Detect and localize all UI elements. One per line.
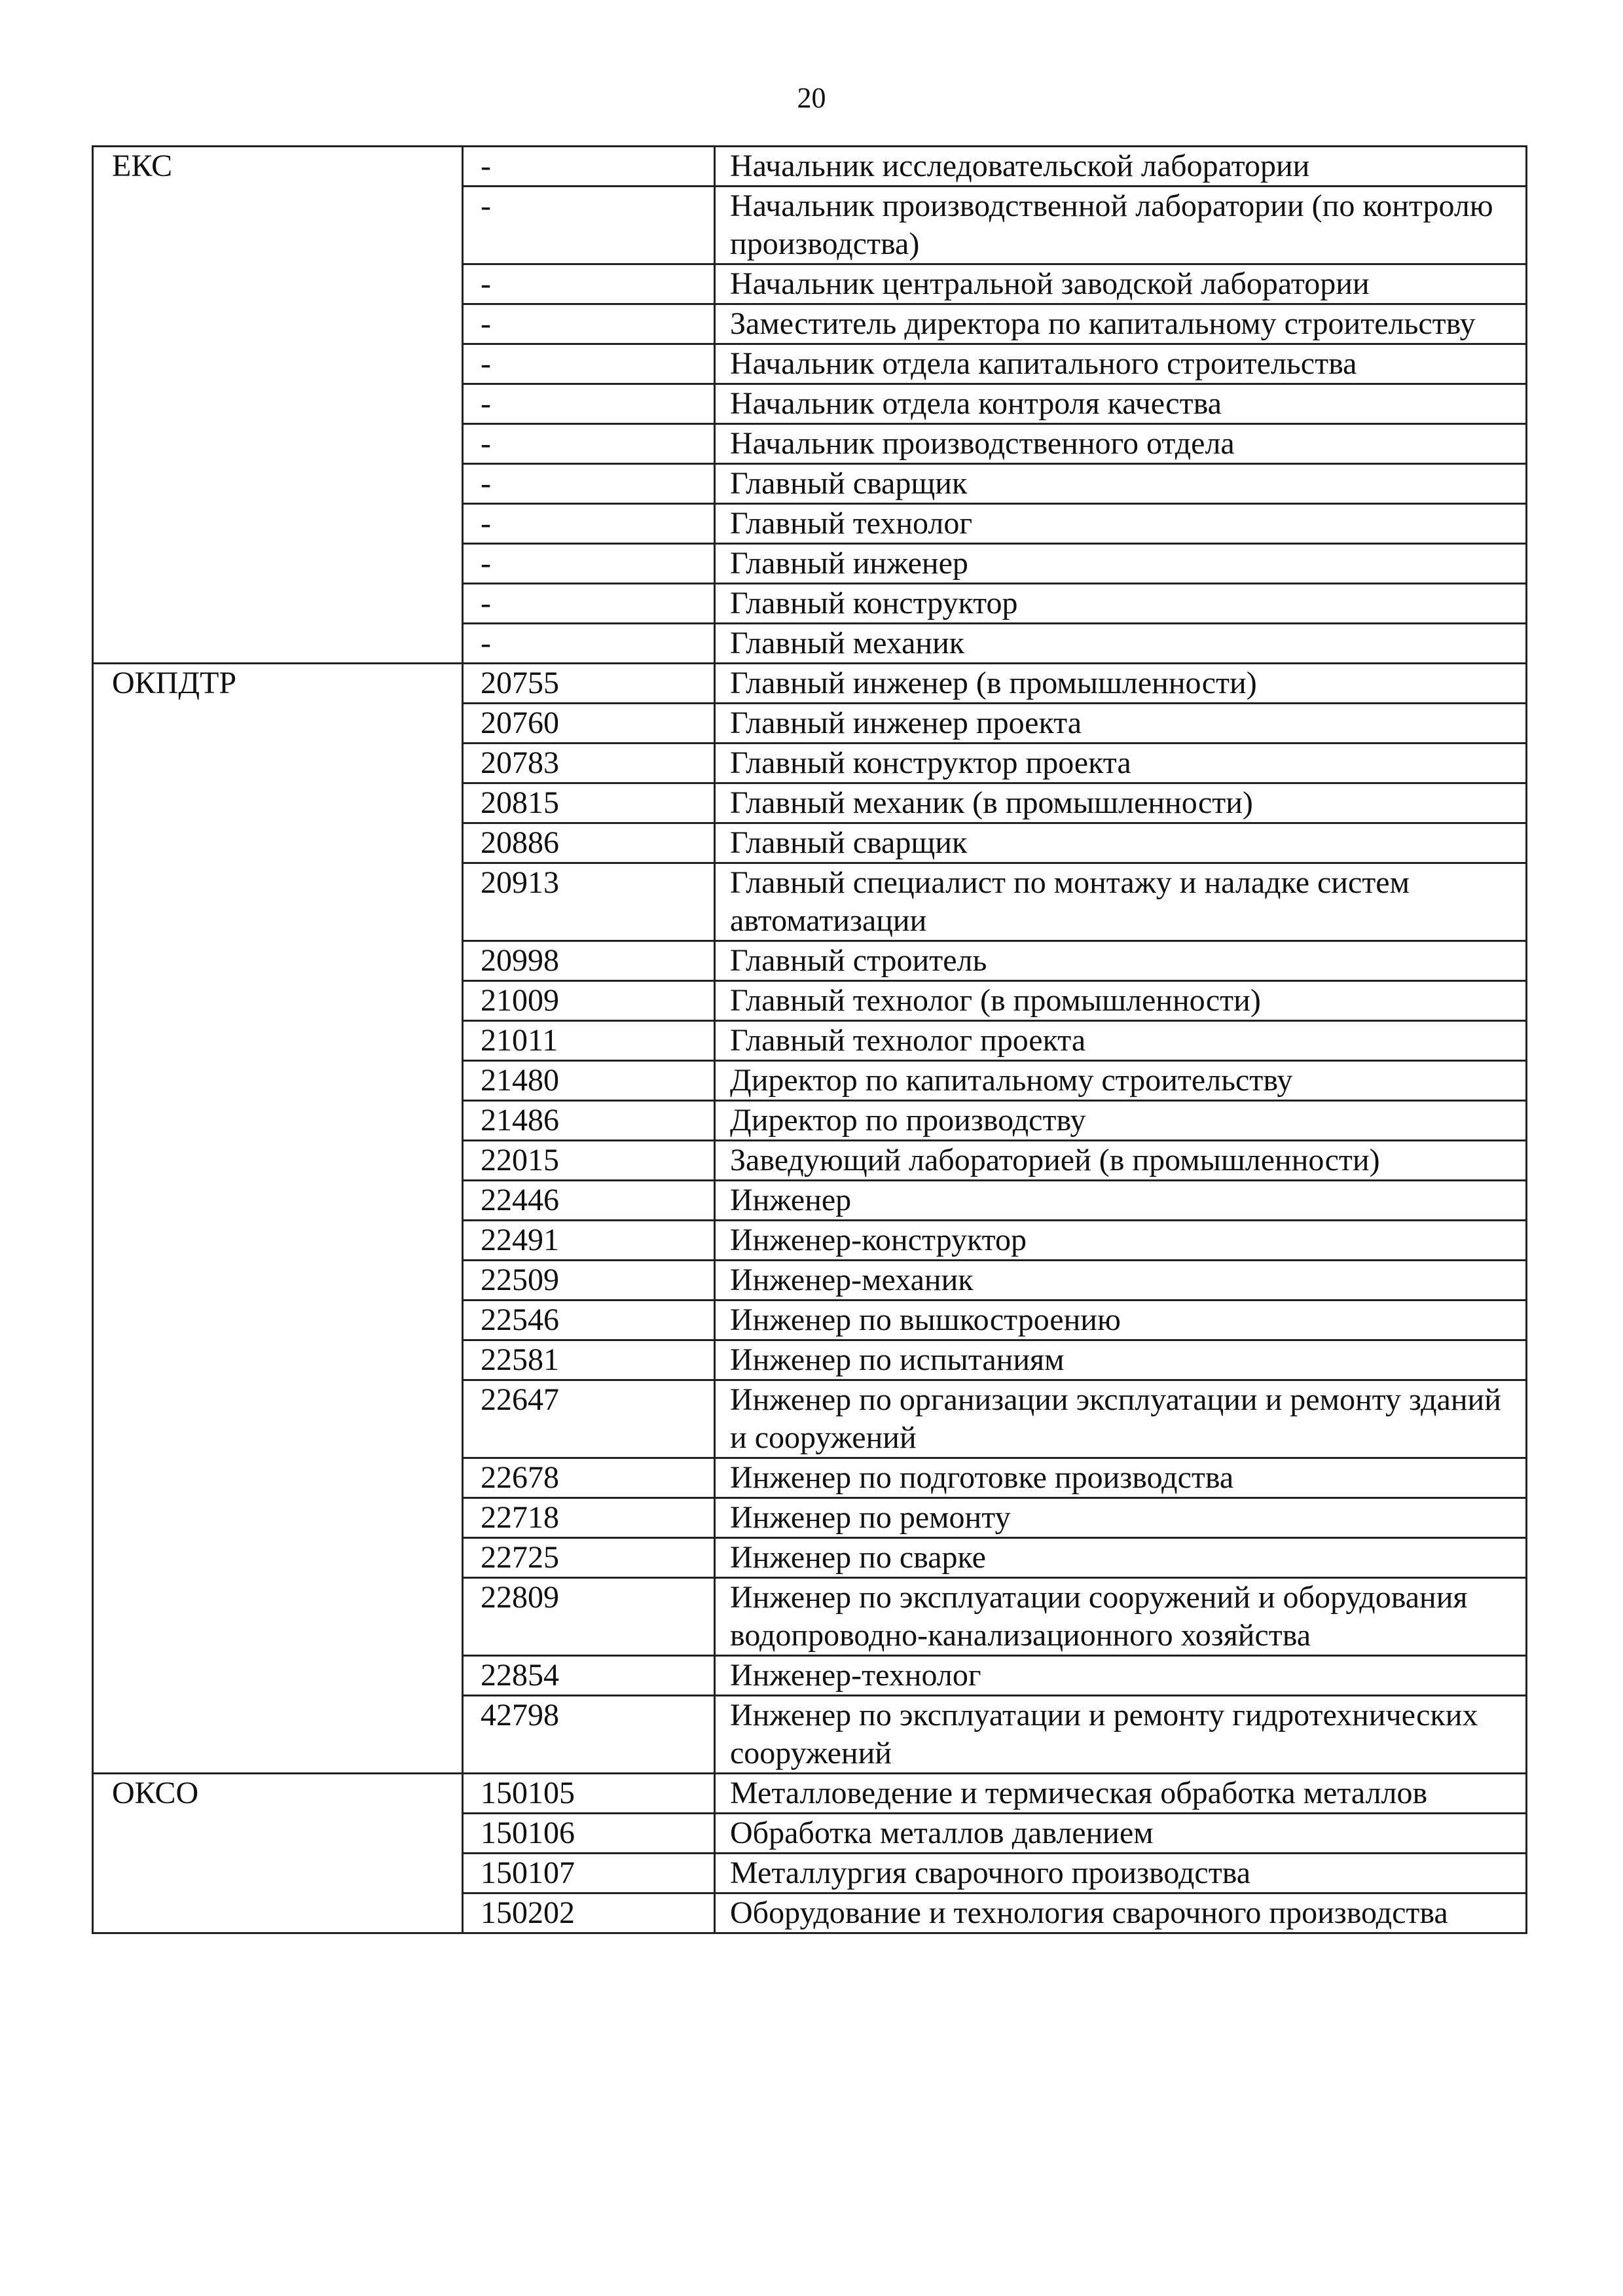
position-name-cell: Металловедение и термическая обработка металлов xyxy=(715,1774,1527,1814)
code-cell: - xyxy=(463,264,715,304)
code-cell: 22647 xyxy=(463,1380,715,1458)
classifier-group-label: ЕКС xyxy=(93,147,463,664)
code-cell: 22015 xyxy=(463,1141,715,1181)
position-name-cell: Главный сварщик xyxy=(715,464,1527,504)
code-cell: - xyxy=(463,544,715,584)
table-row xyxy=(93,1774,1527,1814)
code-cell: 150202 xyxy=(463,1893,715,1933)
code-cell: 22678 xyxy=(463,1458,715,1498)
position-name-cell: Начальник отдела капитального строительства xyxy=(715,344,1527,384)
position-name-cell: Начальник центральной заводской лаборатории xyxy=(715,264,1527,304)
code-cell: 20998 xyxy=(463,941,715,981)
position-name-cell: Начальник исследовательской лаборатории xyxy=(715,147,1527,187)
code-cell: 20886 xyxy=(463,823,715,863)
position-name-cell: Начальник производственной лаборатории (по контролю производства) xyxy=(715,187,1527,264)
position-name-cell: Обработка металлов давлением xyxy=(715,1814,1527,1854)
position-name-cell: Главный специалист по монтажу и наладке систем автоматизации xyxy=(715,863,1527,941)
code-cell: 150107 xyxy=(463,1854,715,1893)
code-cell: 21009 xyxy=(463,981,715,1021)
code-cell: 20913 xyxy=(463,863,715,941)
code-cell: 150105 xyxy=(463,1774,715,1814)
position-name-cell: Инженер по сварке xyxy=(715,1538,1527,1578)
position-name-cell: Оборудование и технология сварочного производства xyxy=(715,1893,1527,1933)
position-name-cell: Инженер по вышкостроению xyxy=(715,1300,1527,1340)
position-name-cell: Инженер по эксплуатации сооружений и оборудования водопроводно-канализационного хозяйства xyxy=(715,1578,1527,1656)
position-name-cell: Начальник отдела контроля качества xyxy=(715,384,1527,424)
position-name-cell: Начальник производственного отдела xyxy=(715,424,1527,464)
position-name-cell: Инженер по испытаниям xyxy=(715,1340,1527,1380)
position-name-cell: Инженер по подготовке производства xyxy=(715,1458,1527,1498)
position-name-cell: Заместитель директора по капитальному строительству xyxy=(715,304,1527,344)
code-cell: 20815 xyxy=(463,783,715,823)
position-name-cell: Инженер-технолог xyxy=(715,1656,1527,1696)
code-cell: - xyxy=(463,584,715,624)
code-cell: 22509 xyxy=(463,1261,715,1300)
code-cell: 42798 xyxy=(463,1696,715,1774)
position-name-cell: Главный конструктор проекта xyxy=(715,744,1527,783)
position-name-cell: Главный технолог проекта xyxy=(715,1021,1527,1061)
classifier-group-label: ОКПДТР xyxy=(93,664,463,1774)
position-name-cell: Инженер-механик xyxy=(715,1261,1527,1300)
position-name-cell: Директор по капитальному строительству xyxy=(715,1061,1527,1101)
code-cell: 21480 xyxy=(463,1061,715,1101)
code-cell: 20755 xyxy=(463,664,715,704)
code-cell: - xyxy=(463,304,715,344)
page-number: 20 xyxy=(797,82,826,114)
table-body xyxy=(93,147,1527,1933)
code-cell: - xyxy=(463,344,715,384)
classification-table xyxy=(92,145,1527,1934)
position-name-cell: Главный строитель xyxy=(715,941,1527,981)
position-name-cell: Главный инженер проекта xyxy=(715,704,1527,744)
position-name-cell: Главный технолог (в промышленности) xyxy=(715,981,1527,1021)
position-name-cell: Инженер по организации эксплуатации и ремонту зданий и сооружений xyxy=(715,1380,1527,1458)
code-cell: 22491 xyxy=(463,1221,715,1261)
code-cell: - xyxy=(463,464,715,504)
code-cell: - xyxy=(463,424,715,464)
position-name-cell: Инженер xyxy=(715,1181,1527,1221)
code-cell: 22581 xyxy=(463,1340,715,1380)
code-cell: 21011 xyxy=(463,1021,715,1061)
position-name-cell: Инженер-конструктор xyxy=(715,1221,1527,1261)
table-row xyxy=(93,664,1527,704)
position-name-cell: Главный инженер xyxy=(715,544,1527,584)
code-cell: - xyxy=(463,147,715,187)
position-name-cell: Главный технолог xyxy=(715,504,1527,544)
code-cell: 21486 xyxy=(463,1101,715,1141)
position-name-cell: Главный механик xyxy=(715,624,1527,664)
code-cell: 22546 xyxy=(463,1300,715,1340)
position-name-cell: Главный конструктор xyxy=(715,584,1527,624)
classifier-group-label: ОКСО xyxy=(93,1774,463,1933)
code-cell: 22446 xyxy=(463,1181,715,1221)
position-name-cell: Заведующий лабораторией (в промышленности) xyxy=(715,1141,1527,1181)
position-name-cell: Главный сварщик xyxy=(715,823,1527,863)
code-cell: - xyxy=(463,187,715,264)
code-cell: 150106 xyxy=(463,1814,715,1854)
code-cell: 22854 xyxy=(463,1656,715,1696)
code-cell: 20783 xyxy=(463,744,715,783)
code-cell: 20760 xyxy=(463,704,715,744)
position-name-cell: Главный механик (в промышленности) xyxy=(715,783,1527,823)
code-cell: - xyxy=(463,504,715,544)
code-cell: 22718 xyxy=(463,1498,715,1538)
position-name-cell: Директор по производству xyxy=(715,1101,1527,1141)
code-cell: - xyxy=(463,384,715,424)
position-name-cell: Металлургия сварочного производства xyxy=(715,1854,1527,1893)
code-cell: 22809 xyxy=(463,1578,715,1656)
table-row xyxy=(93,147,1527,187)
position-name-cell: Инженер по эксплуатации и ремонту гидротехнических сооружений xyxy=(715,1696,1527,1774)
code-cell: - xyxy=(463,624,715,664)
position-name-cell: Главный инженер (в промышленности) xyxy=(715,664,1527,704)
position-name-cell: Инженер по ремонту xyxy=(715,1498,1527,1538)
code-cell: 22725 xyxy=(463,1538,715,1578)
